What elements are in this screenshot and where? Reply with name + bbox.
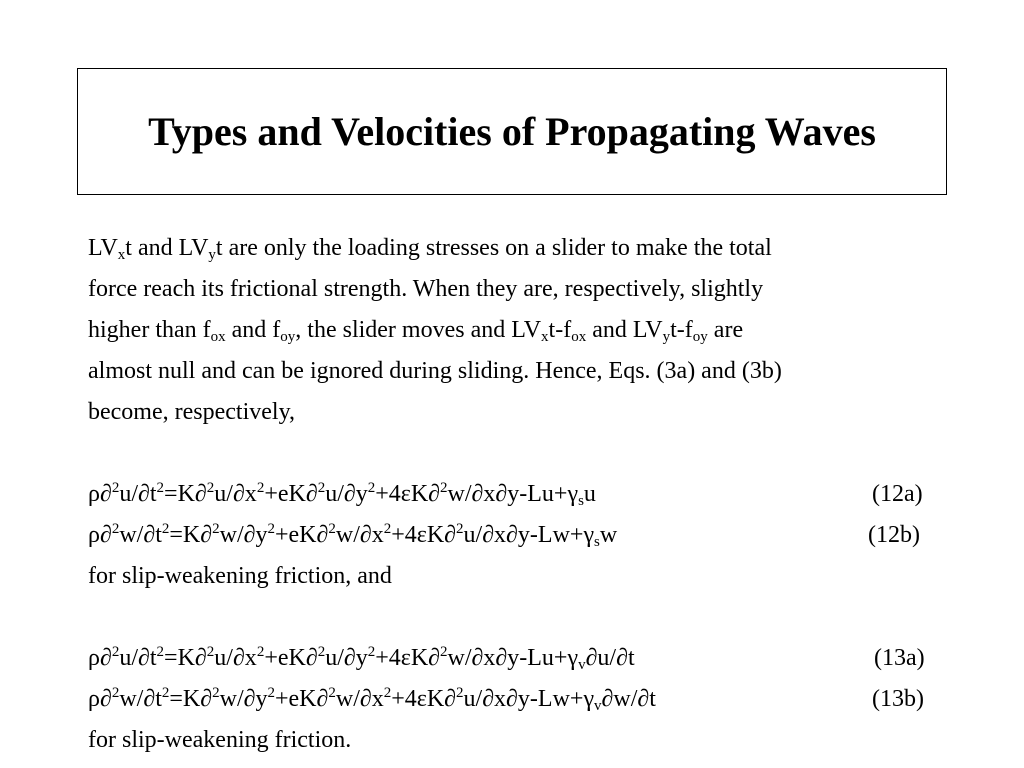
subscript: x (541, 329, 549, 345)
equation-13a (88, 638, 948, 679)
superscript: 2 (111, 644, 120, 660)
text-run: t-f (548, 317, 572, 343)
equation-term: =K∂ (169, 686, 213, 712)
equation-term: =K∂ (164, 645, 207, 671)
equation-12a (88, 474, 948, 515)
subscript: y (208, 247, 216, 263)
equation-term: +4εK∂ (375, 645, 441, 671)
text-run: LV (88, 235, 118, 261)
equation-term: u/∂y (325, 645, 368, 671)
subscript: s (594, 534, 600, 550)
text-run: t and LV (125, 235, 209, 261)
equation-term: w/∂x (335, 686, 384, 712)
superscript: 2 (161, 521, 170, 537)
subscript: y (662, 329, 671, 345)
equation-term: u/∂x (214, 645, 257, 671)
text-run: t are only the loading stresses on a slider to make the total (215, 235, 772, 261)
equation-term: u/∂t (119, 645, 157, 671)
superscript: 2 (156, 644, 165, 660)
superscript: 2 (212, 521, 220, 537)
subscript: ox (210, 329, 226, 345)
spacer (88, 597, 948, 638)
equation-term: +4εK∂ (391, 686, 457, 712)
superscript: 2 (156, 480, 165, 496)
equation-label: (12a) (872, 481, 923, 507)
text-run: , the slider moves and LV (295, 317, 542, 343)
subscript: oy (692, 329, 708, 345)
equation-term: w/∂t (119, 686, 162, 712)
superscript: 2 (383, 521, 392, 537)
superscript: 2 (111, 521, 120, 537)
equation-term: ∂u/∂t (585, 645, 635, 671)
equation-label: (13a) (874, 645, 925, 671)
subscript: v (594, 698, 602, 714)
superscript: 2 (267, 521, 275, 537)
paragraph-line-4: almost null and can be ignored during sliding. Hence, Eqs. (3a) and (3b) (88, 358, 782, 384)
text-run: higher than f (88, 317, 211, 343)
superscript: 2 (111, 685, 120, 701)
paragraph-line-3 (88, 310, 948, 351)
equation-term: +eK∂ (264, 481, 318, 507)
equation-term: w/∂y (219, 686, 268, 712)
subscript: s (578, 493, 584, 509)
equation-term: +eK∂ (274, 522, 329, 548)
subscript: v (578, 657, 586, 673)
superscript: 2 (256, 644, 265, 660)
equation-note-12: for slip-weakening friction, and (88, 563, 392, 589)
equation-term: u (583, 481, 596, 507)
equation-term: w/∂x (335, 522, 384, 548)
text-run: and LV (586, 317, 663, 343)
equation-label: (12b) (868, 522, 920, 548)
superscript: 2 (317, 480, 326, 496)
equation-term: +eK∂ (274, 686, 329, 712)
paragraph-line-2: force reach its frictional strength. When they are, respectively, slightly (88, 276, 764, 302)
equation-body (88, 645, 635, 671)
equation-body (88, 686, 656, 712)
superscript: 2 (206, 644, 215, 660)
equation-term: ρ∂ (88, 645, 112, 671)
spacer (88, 433, 948, 474)
text-run: are (707, 317, 744, 343)
equation-term: +eK∂ (264, 645, 318, 671)
equation-term: =K∂ (164, 481, 207, 507)
superscript: 2 (456, 521, 464, 537)
paragraph-line-5: become, respectively, (88, 399, 296, 425)
equation-term: w/∂y (219, 522, 268, 548)
equation-term: w/∂x∂y-Lu+γ (447, 645, 579, 671)
superscript: 2 (111, 480, 120, 496)
equation-term: w (599, 522, 618, 548)
equation-term: u/∂y (325, 481, 368, 507)
equation-term: =K∂ (169, 522, 213, 548)
equation-term: ∂w/∂t (601, 686, 656, 712)
equation-term: w/∂t (119, 522, 162, 548)
superscript: 2 (256, 480, 265, 496)
superscript: 2 (367, 480, 376, 496)
subscript: ox (571, 329, 587, 345)
equation-term: ρ∂ (88, 481, 112, 507)
subscript: oy (280, 329, 296, 345)
subscript: x (117, 247, 126, 263)
equation-term: ρ∂ (88, 522, 112, 548)
equation-body (88, 481, 596, 507)
equation-term: u/∂x∂y-Lw+γ (463, 522, 595, 548)
equation-term: ρ∂ (88, 686, 112, 712)
equation-term: +4εK∂ (375, 481, 441, 507)
equation-12b (88, 515, 948, 556)
equation-note-13: for slip-weakening friction. (88, 727, 352, 753)
superscript: 2 (440, 644, 448, 660)
superscript: 2 (267, 685, 275, 701)
superscript: 2 (383, 685, 392, 701)
equation-term: +4εK∂ (391, 522, 457, 548)
superscript: 2 (317, 644, 326, 660)
text-run: t-f (670, 317, 693, 343)
equation-13b (88, 679, 948, 720)
superscript: 2 (161, 685, 170, 701)
title-box (77, 68, 947, 195)
superscript: 2 (328, 685, 336, 701)
superscript: 2 (328, 521, 336, 537)
superscript: 2 (456, 685, 464, 701)
paragraph-line-1 (88, 228, 948, 269)
intro-paragraph (88, 228, 948, 433)
text-run: and f (225, 317, 281, 343)
equation-term: u/∂x (214, 481, 257, 507)
equation-term: u/∂t (119, 481, 157, 507)
superscript: 2 (440, 480, 448, 496)
equation-term: u/∂x∂y-Lw+γ (463, 686, 595, 712)
superscript: 2 (212, 685, 220, 701)
superscript: 2 (367, 644, 376, 660)
equation-label: (13b) (872, 686, 924, 712)
equation-term: w/∂x∂y-Lu+γ (447, 481, 579, 507)
slide-title: Types and Velocities of Propagating Waves (148, 109, 876, 154)
slide-body (88, 228, 948, 761)
superscript: 2 (206, 480, 215, 496)
equation-body (88, 522, 617, 548)
